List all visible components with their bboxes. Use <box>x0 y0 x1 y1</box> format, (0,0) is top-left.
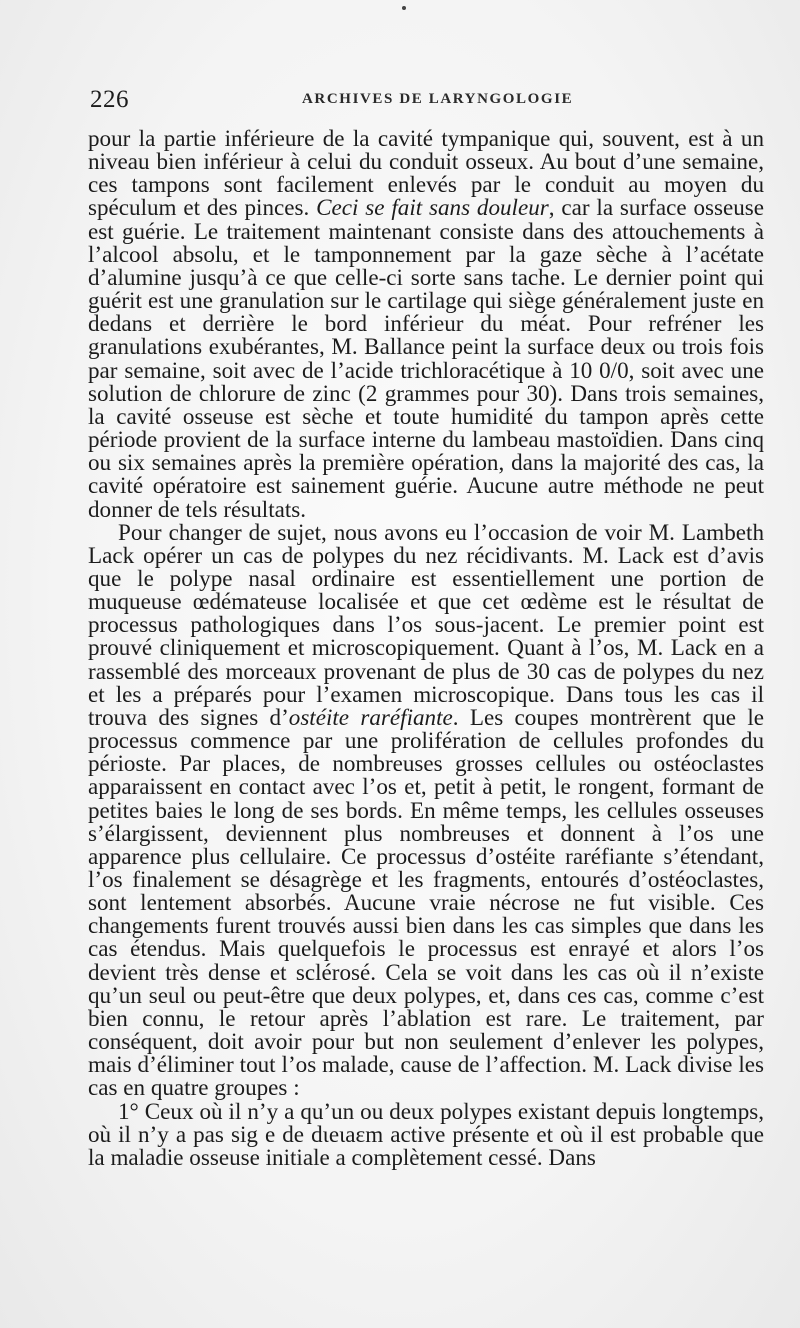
page-number: 226 <box>90 86 129 113</box>
paragraph-2 <box>88 518 764 1101</box>
page-header <box>90 86 770 116</box>
body-text <box>88 127 764 1169</box>
print-speck <box>402 6 406 10</box>
paragraph-2-text-b: . Les coupes montrèrent que le processus commence par une prolifération de cellules profondes du périoste. Par places, de nombreuses grosses cellules ou ostéoclastes apparaissent en contact avec l’os et, petit à petit, le rongent, formant de petites baies le long de ses bords. En même temps, les cellules osseuses s’élargissent, deviennent plus nombreuses et donnent à l’os une apparence plus cellulaire. Ce processus d’ostéite raréfiante s’étendant, l’os finalement se désagrège et les fragments, entourés d’ostéoclastes, sont lentement absorbés. Aucune vraie nécrose ne fut visible. Ces changements furent trouvés aussi bien dans les cas simples que dans les cas étendus. Mais quelquefois le processus est enrayé et alors l’os devient très dense et sclérosé. Cela se voit dans les cas où il n’existe qu’un seul ou peut-être que deux polypes, et, dans ces cas, comme c’est bien connu, le retour après l’ablation est rare. Le traitement, par conséquent, doit avoir pour but non seulement d’enlever les polypes, mais d’éliminer tout l’os malade, cause de l’affection. M. Lack divise les cas en quatre groupes : <box>88 703 764 1101</box>
paragraph-1-italic: Ceci se fait sans douleur <box>316 194 549 221</box>
paragraph-1-text-b: , car la surface osseuse est guérie. Le traitement maintenant consiste dans des attouchements à l’alcool absolu, et le tamponnement par la gaze sèche à l’acétate d’alumine jusqu’à ce que celle-ci sorte sans tache. Le dernier point qui guérit est une granulation sur le cartilage qui siège généralement juste en dedans et derrière le bord inférieur du méat. Pour refréner les granulations exubérantes, M. Ballance peint la surface deux ou trois fois par semaine, soit avec de l’acide trichloracétique à 10 0/0, soit avec une solution de chlorure de zinc (2 grammes pour 30). Dans trois semaines, la cavité osseuse est sèche et toute humidité du tampon après cette période provient de la surface interne du lambeau mastoïdien. Dans cinq ou six semaines après la première opération, dans la majorité des cas, la cavité opératoire est sainement guérie. Aucune autre méthode ne peut donner de tels résultats. <box>88 194 764 522</box>
paragraph-2-text-a: Pour changer de sujet, nous avons eu l’occasion de voir M. Lambeth Lack opérer un cas de polypes du nez récidivants. M. Lack est d’avis que le polype nasal ordinaire est essentiellement une portion de muqueuse œdémateuse localisée et que cet œdème est le résultat de processus pathologiques dans l’os sous-jacent. Le premier point est prouvé cliniquement et microscopiquement. Quant à l’os, M. Lack en a rassemblé des morceaux provenant de plus de 30 cas de polypes du nez et les a préparés pour l’examen microscopique. Dans tous les cas il trouva des signes d’ <box>88 518 764 730</box>
paragraph-3: 1° Ceux où il n’y a qu’un ou deux polypes existant depuis longtemps, où il n’y a pas sig e de dιeιaεm active présente et où il est probable que la maladie osseuse initiale a complètement cessé. Dans <box>88 1097 764 1170</box>
running-title: ARCHIVES DE LARYNGOLOGIE <box>302 91 574 107</box>
paragraph-1-text-a: pour la partie inférieure de la cavité tympanique qui, souvent, est à un niveau bien inférieur à celui du conduit osseux. Au bout d’une semaine, ces tampons sont facilement enlevés par le conduit au moyen du spéculum et des pinces. <box>88 125 764 221</box>
paragraph-2-italic: ostéite raréfiante <box>288 703 453 730</box>
paragraph-1 <box>88 127 764 521</box>
